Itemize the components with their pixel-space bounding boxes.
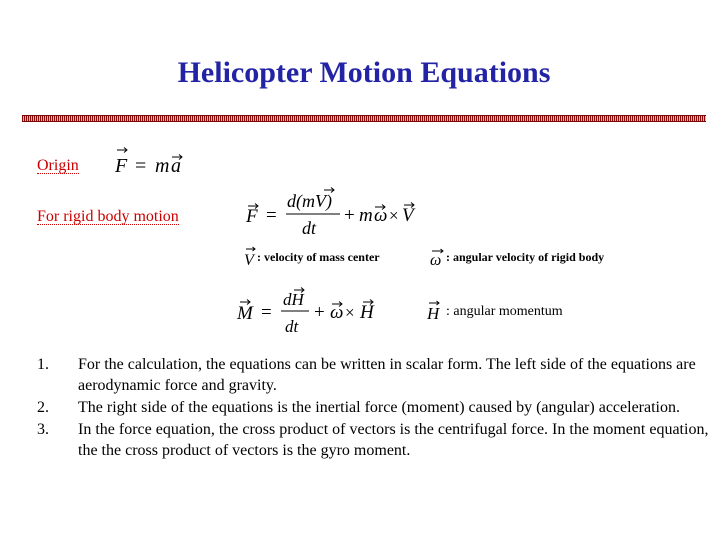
force-numerator: d(mV) [287,191,332,211]
moment-equation [235,287,385,339]
omega-definition: : angular velocity of rigid body [446,250,605,264]
svg-text:ω: ω [430,252,442,269]
force-V: V [402,205,414,226]
force-equation [244,188,424,240]
H-definition: : angular momentum [446,304,563,319]
rigid-body-label: For rigid body motion [37,208,179,225]
force-denominator: dt [302,218,317,238]
moment-plus: + [314,302,325,323]
origin-a: a [171,155,181,177]
moment-omega: ω [330,302,344,323]
V-definition: : velocity of mass center [257,250,380,264]
H-symbol [426,300,444,322]
origin-equation [113,146,193,178]
notes-list [37,354,709,462]
list-item [37,419,709,461]
force-m: m [359,205,373,226]
list-text: In the force equation, the cross product of vectors is the centrifugal force. In the moment equation, the the cross product of vectors is the gyro moment. [78,421,709,459]
force-omega: ω [374,205,388,226]
list-item [37,354,709,396]
origin-m: m [155,155,170,177]
origin-equals: = [135,155,147,177]
page-title: Helicopter Motion Equations [177,56,551,89]
force-equals: = [266,205,277,226]
moment-times: × [345,303,355,322]
list-number: 1. [37,356,49,373]
origin-label: Origin [37,157,79,174]
force-F: F [246,206,258,227]
svg-text:V: V [244,252,254,269]
moment-H: H [360,302,374,323]
force-plus: + [344,205,355,226]
moment-M: M [237,303,253,324]
list-number: 2. [37,399,49,416]
omega-symbol [429,246,447,268]
moment-equals: = [261,302,272,323]
origin-F: F [115,155,128,177]
moment-numerator: dH [283,290,304,309]
list-text: For the calculation, the equations can be written in scalar form. The left side of the equations are aerodynamic force and gravity. [78,356,696,394]
list-item [37,397,709,418]
force-times: × [389,206,399,225]
list-number: 3. [37,421,49,438]
list-text: The right side of the equations is the inertial force (moment) caused by (angular) acceleration. [78,399,680,416]
svg-text:H: H [427,304,440,323]
divider-rule [22,115,706,122]
moment-denominator: dt [285,317,299,336]
